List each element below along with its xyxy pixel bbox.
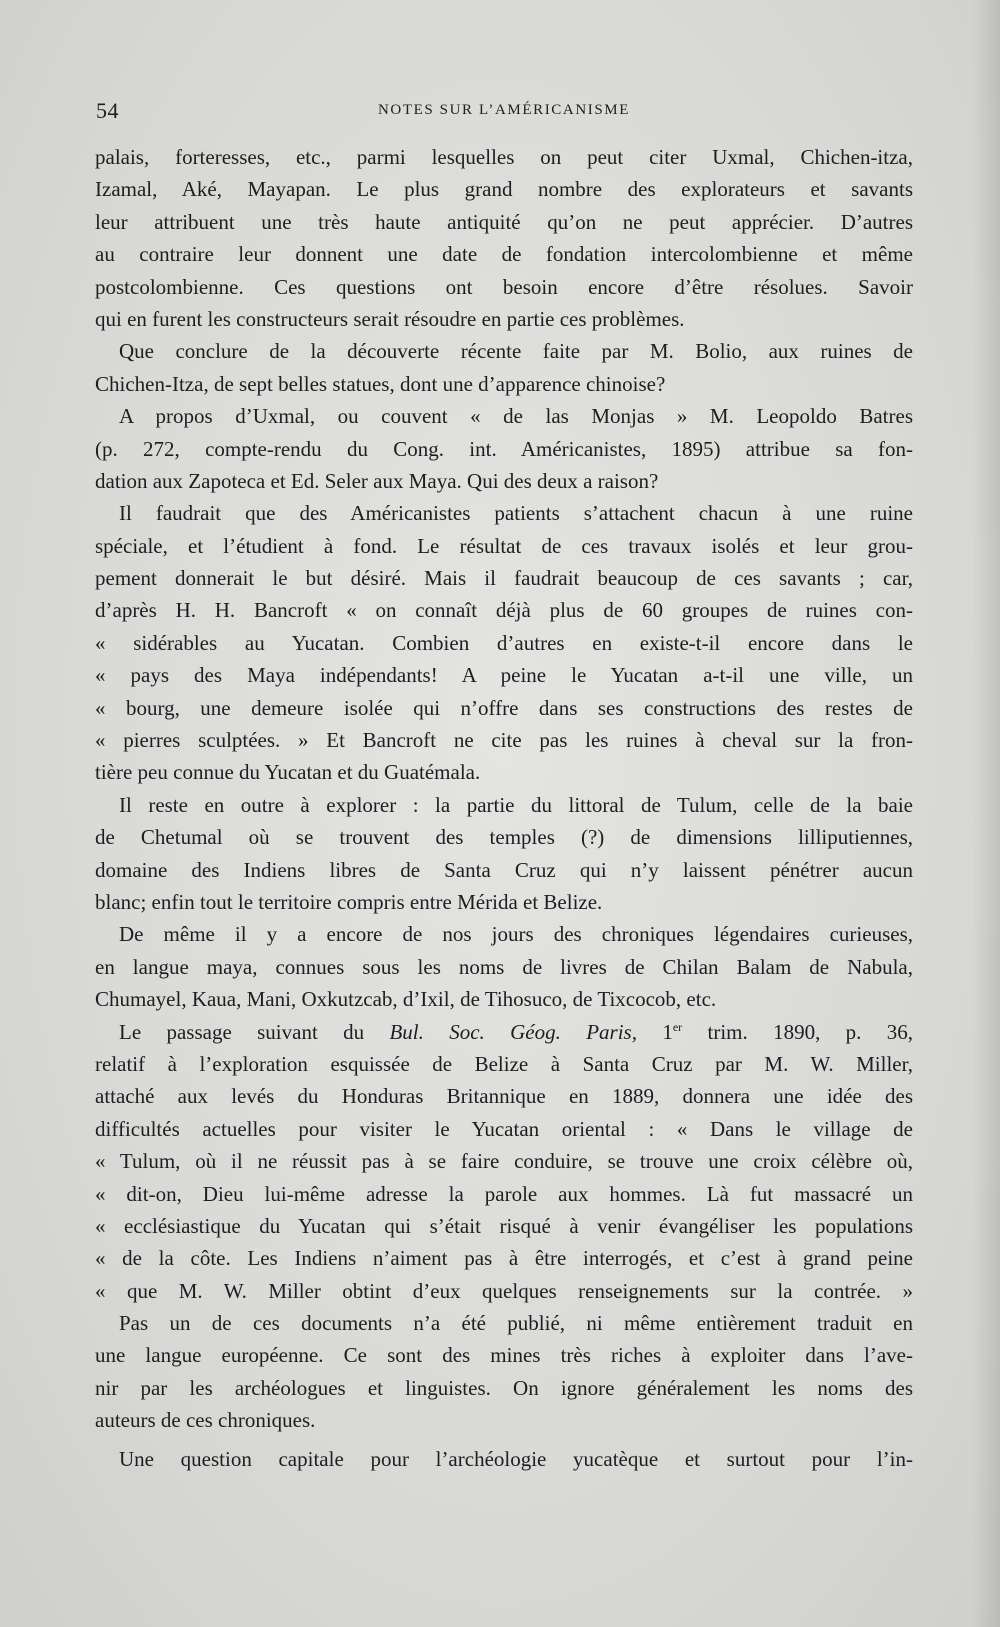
page-number: 54	[96, 98, 119, 123]
text-line: Izamal, Aké, Mayapan. Le plus grand nombre des explorateurs et savants	[95, 177, 913, 202]
text-line: Chichen-Itza, de sept belles statues, dont une d’apparence chinoise?	[95, 371, 666, 396]
running-head	[96, 98, 912, 124]
text-line: palais, forteresses, etc., parmi lesquelles on peut citer Uxmal, Chichen-itza,	[95, 145, 913, 169]
text-line: Il faudrait que des Américanistes patients s’attachent chacun à une ruine	[119, 501, 913, 526]
text-line: leur attribuent une très haute antiquité qu’on ne peut apprécier. D’autres	[95, 209, 913, 234]
text-span: trim. 1890, p. 36,	[682, 1019, 914, 1044]
text-line: « pierres sculptées. » Et Bancroft ne cite pas les ruines à cheval sur la fron-	[95, 728, 913, 753]
text-line: De même il y a encore de nos jours des chroniques légendaires curieuses,	[119, 922, 913, 947]
text-line: domaine des Indiens libres de Santa Cruz qui n’y laissent pénétrer aucun	[95, 857, 913, 882]
text-line: tière peu connue du Yucatan et du Guatémala.	[95, 760, 481, 785]
text-line: auteurs de ces chroniques.	[95, 1408, 316, 1433]
text-line: dation aux Zapoteca et Ed. Seler aux Maya. Qui des deux a raison?	[95, 468, 659, 493]
text-line: de Chetumal où se trouvent des temples (?) de dimensions lilliputiennes,	[95, 825, 913, 850]
text-line: difficultés actuelles pour visiter le Yucatan oriental : « Dans le village de	[95, 1116, 913, 1141]
text-span: 1	[636, 1019, 673, 1044]
text-line: Chumayel, Kaua, Mani, Oxkutzcab, d’Ixil, de Tihosuco, de Tixcocob, etc.	[95, 987, 717, 1012]
text-line: au contraire leur donnent une date de fondation intercolombienne et même	[95, 242, 913, 267]
text-line: pement donnerait le but désiré. Mais il faudrait beaucoup de ces savants ; car,	[95, 566, 913, 591]
text-line: « dit-on, Dieu lui-même adresse la parole aux hommes. Là fut massacré un	[95, 1181, 913, 1206]
text-line: « de la côte. Les Indiens n’aiment pas à être interrogés, et c’est à grand peine	[95, 1246, 913, 1271]
text-line: Que conclure de la découverte récente faite par M. Bolio, aux ruines de	[119, 339, 913, 364]
text-line: Pas un de ces documents n’a été publié, ni même entièrement traduit en	[119, 1311, 913, 1336]
text-line: d’après H. H. Bancroft « on connaît déjà plus de 60 groupes de ruines con-	[95, 598, 913, 623]
text-line: « que M. W. Miller obtint d’eux quelques renseignements sur la contrée. »	[95, 1278, 913, 1303]
page-edge-shadow	[972, 0, 1000, 1627]
superscript: er	[672, 1019, 683, 1034]
italic-citation: Bul. Soc. Géog. Paris,	[389, 1019, 637, 1044]
running-title: NOTES SUR L’AMÉRICANISME	[377, 102, 631, 118]
text-line: (p. 272, compte-rendu du Cong. int. Américanistes, 1895) attribue sa fon-	[95, 436, 913, 461]
text-line: relatif à l’exploration esquissée de Belize à Santa Cruz par M. W. Miller,	[95, 1051, 913, 1076]
text-line: blanc; enfin tout le territoire compris entre Mérida et Belize.	[95, 889, 603, 914]
text-line	[95, 1016, 913, 1048]
text-line: en langue maya, connues sous les noms de livres de Chilan Balam de Nabula,	[95, 954, 913, 979]
text-line: une langue européenne. Ce sont des mines très riches à exploiter dans l’ave-	[95, 1343, 913, 1368]
text-line: « sidérables au Yucatan. Combien d’autres en existe-t-il encore dans le	[95, 630, 913, 655]
text-line: spéciale, et l’étudient à fond. Le résultat de ces travaux isolés et leur grou-	[95, 533, 913, 558]
text-line: Il reste en outre à explorer : la partie du littoral de Tulum, celle de la baie	[119, 792, 913, 817]
text-line: A propos d’Uxmal, ou couvent « de las Monjas » M. Leopoldo Batres	[119, 404, 913, 429]
text-line: « ecclésiastique du Yucatan qui s’était risqué à venir évangéliser les populations	[95, 1213, 913, 1238]
body-text	[95, 141, 913, 1475]
text-line: « bourg, une demeure isolée qui n’offre dans ses constructions des restes de	[95, 695, 913, 720]
text-line: postcolombienne. Ces questions ont besoin encore d’être résolues. Savoir	[95, 274, 913, 299]
text-line: nir par les archéologues et linguistes. On ignore généralement les noms des	[95, 1375, 913, 1400]
text-line: « pays des Maya indépendants! A peine le Yucatan a-t-il une ville, un	[95, 663, 913, 688]
text-line: « Tulum, où il ne réussit pas à se faire conduire, se trouve une croix célèbre où,	[95, 1149, 913, 1174]
text-line: qui en furent les constructeurs serait résoudre en partie ces problèmes.	[95, 306, 685, 331]
text-line: attaché aux levés du Honduras Britannique en 1889, donnera une idée des	[95, 1084, 913, 1109]
text-span: Le passage suivant du	[119, 1019, 390, 1044]
text-line: Une question capitale pour l’archéologie yucatèque et surtout pour l’in-	[119, 1446, 913, 1471]
